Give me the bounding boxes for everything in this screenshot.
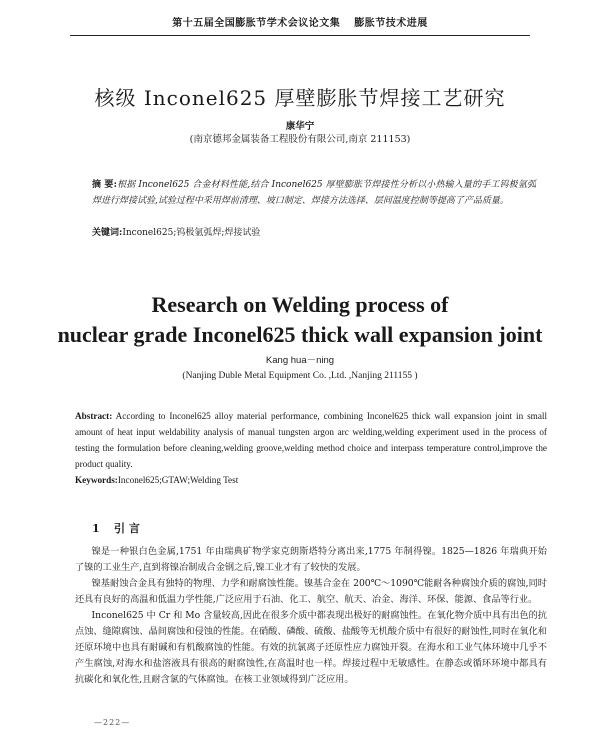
paragraph: 镍是一种银白色金属,1751 年由瑞典矿物学家克朗斯塔特分离出来,1775 年制得镍。1825—1826 年瑞典开始了镍的工业生产,直到将镍冶制成合金钢之后,镍工业才有了较快的发展。 (75, 546, 547, 573)
chinese-abstract-text: 根据 Inconel625 合金材料性能,结合 Inconel625 厚壁膨胀节焊接性分析以小热输入量的手工钨极氩弧焊进行焊接试验,试验过程中采用焊前清理、坡口制定、焊接方法选择、层间温度控制等提高了产品质量。 (92, 180, 536, 206)
chinese-author: 康华宁 (285, 121, 315, 132)
english-author: Kang hua－ning (265, 355, 335, 366)
chinese-title: 核级 Inconel625 厚壁膨胀节焊接工艺研究 (94, 86, 506, 110)
english-abstract-label: Abstract: (75, 411, 113, 421)
english-keywords-text: Inconel625;GTAW;Welding Test (117, 475, 239, 485)
section-heading (92, 520, 140, 536)
english-title-line-1: Research on Welding process of (151, 292, 449, 317)
body-text (75, 544, 547, 688)
section-title: 引 言 (114, 522, 140, 535)
collection-name: 膨胀节技术进展 (354, 18, 428, 29)
page-number: —222— (94, 718, 131, 727)
english-keywords-label: Keywords: (75, 475, 118, 485)
running-header (70, 14, 530, 36)
chinese-keywords-text: Inconel625;钨极氩弧焊;焊接试验 (122, 228, 261, 238)
english-title (0, 290, 600, 350)
english-abstract (75, 408, 547, 472)
english-keywords (75, 472, 547, 488)
paragraph: Inconel625 中 Cr 和 Mo 含量较高,因此在很多介质中都表现出极好的耐腐蚀性。在氧化物介质中具有出色的抗点蚀、缝隙腐蚀、晶间腐蚀和侵蚀的性能。在硝酸、磷酸、硫酸、盐酸等无机酸介质中有很好的耐蚀性,同时在氧化和还原环境中也具有耐碱和有机酸腐蚀的性能。有效的抗氯离子还原性应力腐蚀开裂。在海水和工业气体环境中几乎不产生腐蚀,对海水和盐溶液具有很高的耐腐蚀性,在高温时也一样。焊接过程中无敏感性。在静态或循环环境中都具有抗碳化和氧化性,且耐含氯的气体腐蚀。在核工业领域得到广泛应用。 (75, 610, 547, 685)
chinese-keywords (92, 226, 536, 240)
chinese-abstract-label: 摘 要: (92, 180, 117, 190)
english-title-line-2: nuclear grade Inconel625 thick wall expansion joint (57, 322, 543, 347)
section-number: 1 (92, 522, 100, 535)
conference-name: 第十五届全国膨胀节学术会议论文集 (172, 18, 341, 29)
chinese-abstract (92, 177, 536, 209)
chinese-affiliation: (南京德邦金属装备工程股份有限公司,南京 211153) (189, 134, 411, 145)
english-affiliation: (Nanjing Duble Metal Equipment Co. ,Ltd. ,Nanjing 211155 ) (182, 371, 418, 381)
english-abstract-text: According to Inconel625 alloy material performance, combining Inconel625 thick wall expansion joint in small amount of heat input weldability analysis of manual tungsten argon arc welding,welding experiment used in the process of testing the formulation before cleaning,welding groove,welding method choice and interpass temperature control,improve the product quality. (75, 411, 548, 469)
chinese-keywords-label: 关键词: (92, 228, 123, 238)
paragraph: 镍基耐蚀合金具有独特的物理、力学和耐腐蚀性能。镍基合金在 200℃～1090℃能耐各种腐蚀介质的腐蚀,同时还具有良好的高温和低温力学性能,广泛应用于石油、化工、航空、航天、冶金、海洋、环保、能源、食品等行业。 (75, 578, 547, 605)
